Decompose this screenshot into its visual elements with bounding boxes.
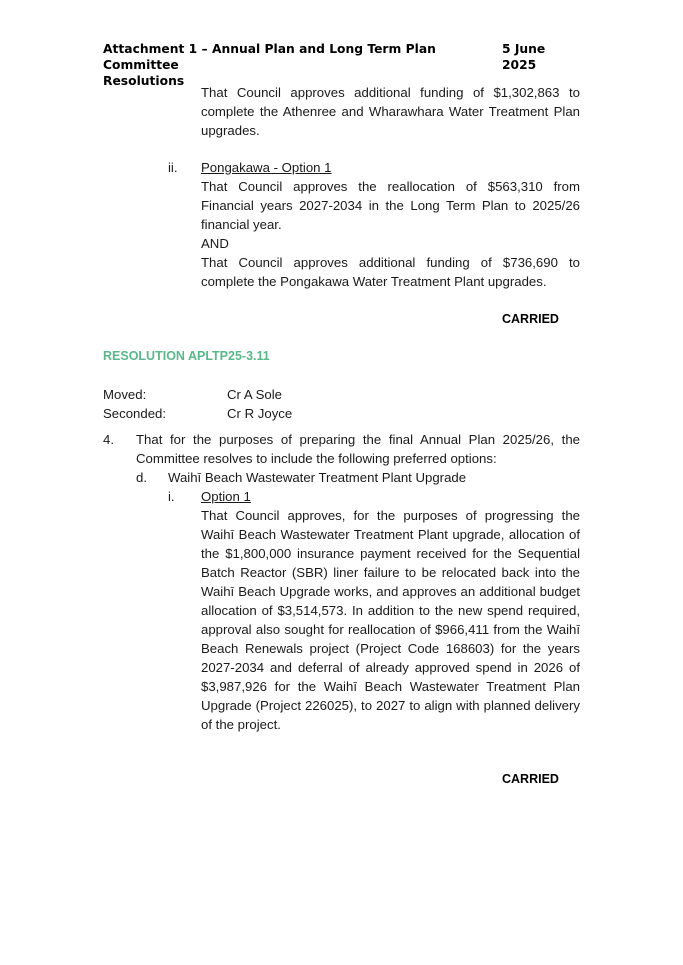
funding-paragraph-athenree: That Council approves additional funding of $1,302,863 to complete the Athenree and Wharawhara Water Treatment Plan upgrades.: [201, 85, 580, 138]
item-i-number: i.: [168, 489, 175, 504]
funding-paragraph-pongakawa: That Council approves additional funding of $736,690 to complete the Pongakawa Water Treatment Plant upgrades.: [201, 255, 580, 289]
seconded-label: Seconded:: [103, 406, 167, 421]
header-title: Attachment 1 – Annual Plan and Long Term Plan Committee: [103, 42, 436, 72]
item-i-text: That Council approves, for the purposes of progressing the Waihī Beach Wastewater Treatment Plant upgrade, allocation of the $1,800,000 insurance payment received for the Sequential Batch Reactor (SBR) liner failure to be relocated back into the Waihī Beach Upgrade works, and approves an additional budget allocation of $3,514,573. In addition to the new spend required, approval also sought for reallocation of $966,411 from the Waihī Beach Renewals project (Project Code 168603) for the years 2027-2034 and deferral of already approved spend in 2026 of $3,987,926 for the Waihī Beach Wastewater Treatment Plan Upgrade (Project 226025), to 2027 to align with planned delivery of the project.: [201, 508, 580, 732]
carried-label-2: CARRIED: [502, 772, 559, 786]
item-4-text: That for the purposes of preparing the final Annual Plan 2025/26, the Committee resolves to include the following preferred options:: [136, 432, 580, 466]
carried-label-1: CARRIED: [502, 312, 559, 326]
header-date: 5 June 2025: [501, 42, 546, 72]
header-subtitle: Resolutions: [103, 74, 185, 88]
item-ii-number: ii.: [168, 160, 178, 175]
item-i-title: Option 1: [201, 489, 251, 504]
item-d-text: Waihī Beach Wastewater Treatment Plant Upgrade: [168, 470, 467, 485]
and-connector: AND: [201, 236, 229, 251]
reallocation-paragraph-pongakawa: That Council approves the reallocation of $563,310 from Financial years 2027-2034 in the Long Term Plan to 2025/26 financial year.: [201, 179, 580, 232]
page-header: [103, 41, 581, 89]
moved-label: Moved:: [103, 387, 147, 402]
resolution-title: RESOLUTION APLTP25-3.11: [103, 349, 270, 363]
item-4-number: 4.: [103, 432, 114, 447]
item-ii-title: Pongakawa - Option 1: [201, 160, 332, 175]
moved-value: Cr A Sole: [227, 387, 282, 402]
item-d-number: d.: [136, 470, 147, 485]
seconded-value: Cr R Joyce: [227, 406, 293, 421]
